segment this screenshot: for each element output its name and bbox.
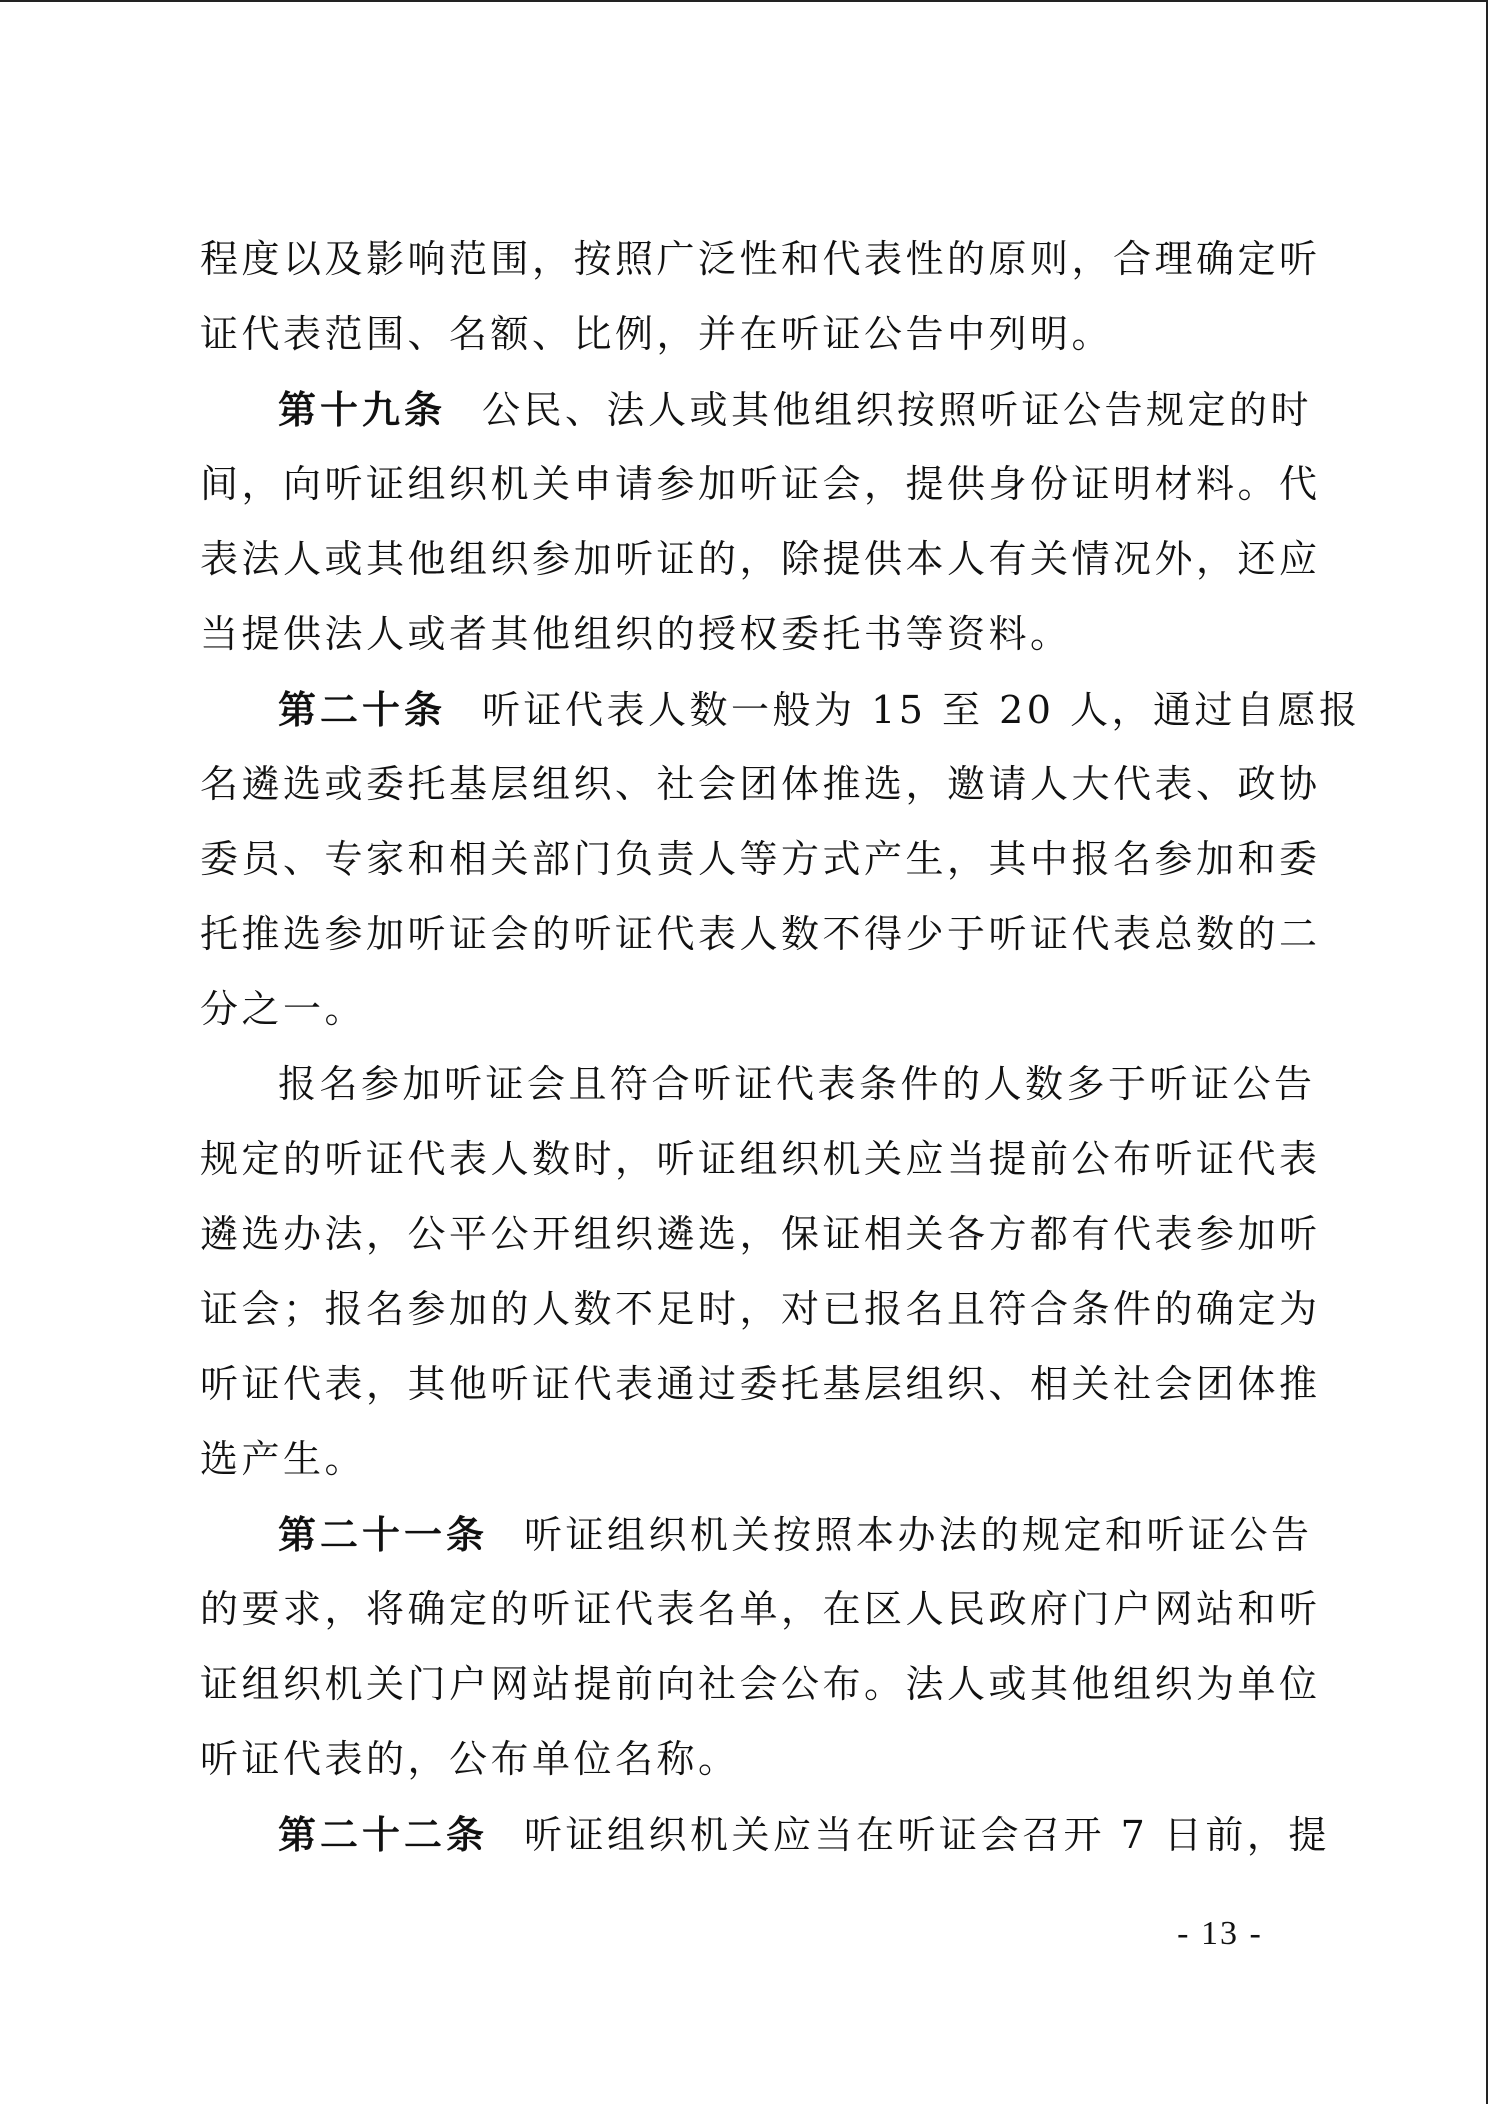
- text-line: 证会；报名参加的人数不足时，对已报名且符合条件的确定为: [200, 1287, 1321, 1331]
- text-line: 表法人或其他组织参加听证的，除提供本人有关情况外，还应: [200, 537, 1321, 581]
- text-line: 证组织机关门户网站提前向社会公布。法人或其他组织为单位: [200, 1662, 1321, 1706]
- article-22-heading-line: 第二十二条 听证组织机关应当在听证会召开 7 日前，提: [278, 1812, 1330, 1857]
- article-title: 第二十二条: [278, 1812, 489, 1857]
- article-title: 第二十条: [278, 687, 447, 732]
- article-title: 第十九条: [278, 387, 447, 432]
- text-line: 听证代表的，公布单位名称。: [200, 1737, 740, 1781]
- article-20-heading-line: 第二十条 听证代表人数一般为 15 至 20 人，通过自愿报: [278, 687, 1361, 732]
- paragraph-start-line: 报名参加听证会且符合听证代表条件的人数多于听证公告: [278, 1062, 1316, 1106]
- text-line: 规定的听证代表人数时，听证组织机关应当提前公布听证代表: [200, 1137, 1321, 1181]
- text-line: 间，向听证组织机关申请参加听证会，提供身份证明材料。代: [200, 462, 1321, 506]
- text-line: 当提供法人或者其他组织的授权委托书等资料。: [200, 612, 1072, 656]
- article-21-heading-line: 第二十一条 听证组织机关按照本办法的规定和听证公告: [278, 1512, 1313, 1557]
- page-number: - 13 -: [1177, 1915, 1263, 1952]
- text-line: 名遴选或委托基层组织、社会团体推选，邀请人大代表、政协: [200, 762, 1321, 806]
- article-title: 第二十一条: [278, 1512, 489, 1557]
- text-line: 分之一。: [200, 987, 367, 1031]
- text-line: 证代表范围、名额、比例，并在听证公告中列明。: [200, 312, 1114, 356]
- article-19-heading-line: 第十九条 公民、法人或其他组织按照听证公告规定的时: [278, 387, 1313, 432]
- text-line: 托推选参加听证会的听证代表人数不得少于听证代表总数的二: [200, 912, 1321, 956]
- text-line: 选产生。: [200, 1437, 367, 1481]
- text-line: 委员、专家和相关部门负责人等方式产生，其中报名参加和委: [200, 837, 1321, 881]
- text-line: 程度以及影响范围，按照广泛性和代表性的原则，合理确定听: [200, 237, 1321, 281]
- text-line: 遴选办法，公平公开组织遴选，保证相关各方都有代表参加听: [200, 1212, 1321, 1256]
- document-body: [200, 222, 1361, 1872]
- text-line: 的要求，将确定的听证代表名单，在区人民政府门户网站和听: [200, 1587, 1321, 1631]
- text-line: 听证代表，其他听证代表通过委托基层组织、相关社会团体推: [200, 1362, 1321, 1406]
